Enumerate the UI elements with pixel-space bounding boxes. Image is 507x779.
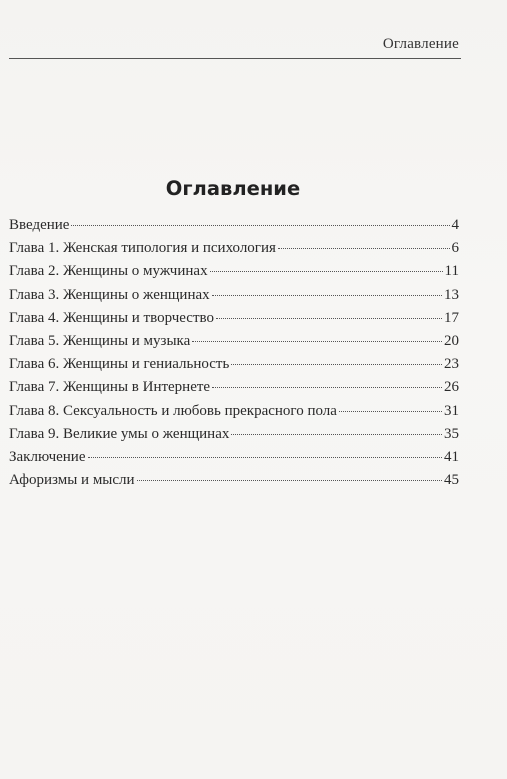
toc-entry <box>9 287 459 310</box>
dot-leader <box>278 248 450 249</box>
toc-entry-label: Глава 5. Женщины и музыка <box>9 332 191 349</box>
toc-entry-page: 41 <box>444 448 459 465</box>
dot-leader <box>216 318 442 319</box>
dot-leader <box>231 434 442 435</box>
dot-leader <box>212 387 442 388</box>
toc-entry-page: 35 <box>444 425 459 442</box>
toc-entry <box>9 472 459 495</box>
toc-entry <box>9 263 459 286</box>
dot-leader <box>212 295 442 296</box>
toc-entry-label: Глава 6. Женщины и гениальность <box>9 356 230 373</box>
toc-entry-page: 13 <box>444 286 459 303</box>
dot-leader <box>210 271 443 272</box>
toc-entry-label: Афоризмы и мысли <box>9 472 135 489</box>
toc-entry <box>9 403 459 426</box>
dot-leader <box>192 341 442 342</box>
toc-entry-label: Введение <box>9 217 70 233</box>
toc-entry-label: Глава 1. Женская типология и психология <box>9 240 276 257</box>
running-header: Оглавление <box>382 36 459 52</box>
toc-entry-label: Глава 4. Женщины и творчество <box>9 309 214 326</box>
toc-entry <box>9 356 459 379</box>
toc-entry <box>9 240 459 263</box>
toc-entry-label: Глава 2. Женщины о мужчинах <box>9 263 208 280</box>
toc-entry-page: 11 <box>444 263 459 280</box>
toc-entry-page: 6 <box>451 240 459 257</box>
table-of-contents <box>9 217 459 495</box>
toc-entry-page: 4 <box>451 217 459 233</box>
toc-entry-page: 17 <box>444 309 459 326</box>
toc-title: Оглавление <box>165 177 301 200</box>
toc-entry-page: 31 <box>444 402 459 419</box>
toc-entry-page: 23 <box>444 356 459 373</box>
dot-leader <box>231 364 442 365</box>
toc-entry-label: Глава 9. Великие умы о женщинах <box>9 425 230 442</box>
header-rule <box>9 58 461 59</box>
toc-entry <box>9 333 459 356</box>
dot-leader <box>88 457 443 458</box>
toc-entry <box>9 310 459 333</box>
toc-entry <box>9 449 459 472</box>
toc-entry-label: Заключение <box>9 448 86 465</box>
toc-entry <box>9 379 459 402</box>
toc-entry <box>9 217 459 240</box>
dot-leader <box>71 225 449 226</box>
toc-entry-page: 20 <box>444 332 459 349</box>
toc-entry-page: 26 <box>444 379 459 396</box>
toc-entry-page: 45 <box>444 472 459 489</box>
toc-entry <box>9 426 459 449</box>
dot-leader <box>339 411 442 412</box>
dot-leader <box>137 480 442 481</box>
toc-entry-label: Глава 3. Женщины о женщинах <box>9 286 210 303</box>
toc-entry-label: Глава 7. Женщины в Интернете <box>9 379 211 396</box>
toc-entry-label: Глава 8. Сексуальность и любовь прекрасного пола <box>9 402 337 419</box>
